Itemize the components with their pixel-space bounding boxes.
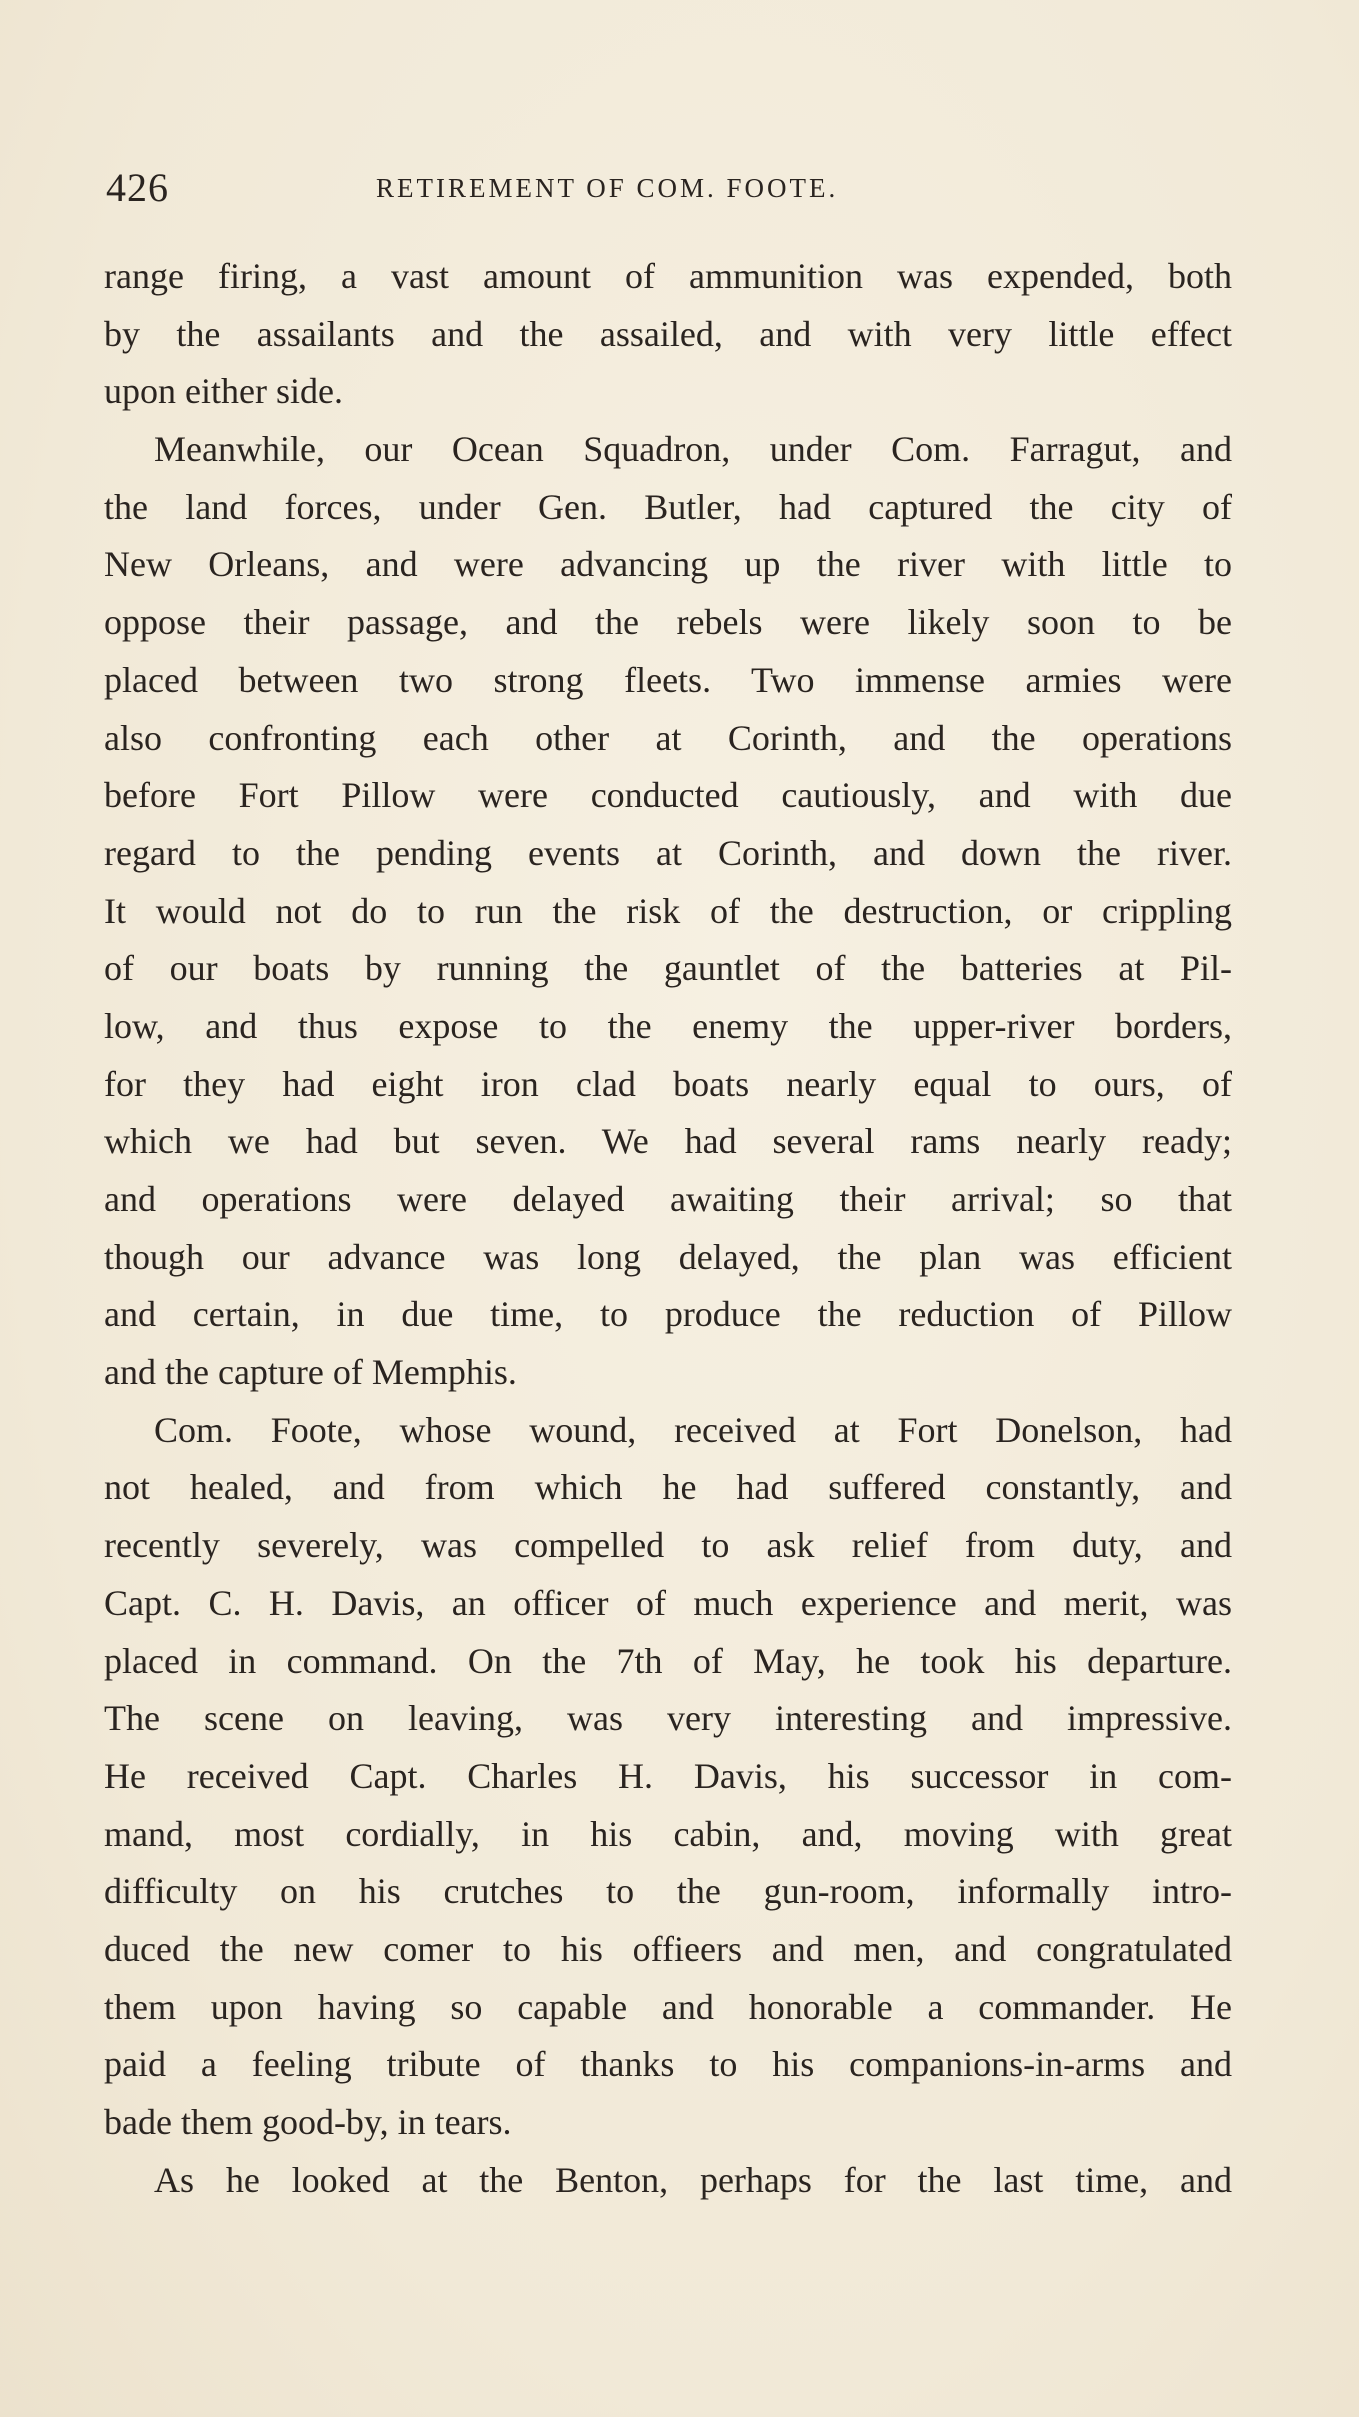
text-line: range firing, a vast amount of ammunition was expended, both bbox=[104, 256, 1232, 296]
text-line: low, and thus expose to the enemy the upper-river borders, bbox=[104, 1005, 1232, 1046]
text-line: though our advance was long delayed, the plan was efficient bbox=[104, 1236, 1232, 1277]
text-line: the land forces, under Gen. Butler, had captured the city of bbox=[104, 486, 1232, 527]
text-line: paid a feeling tribute of thanks to his companions-in-arms and bbox=[104, 2044, 1232, 2085]
text-line: by the assailants and the assailed, and with very little effect bbox=[104, 313, 1232, 354]
text-line: regard to the pending events at Corinth, and down the river. bbox=[104, 832, 1232, 873]
text-line: before Fort Pillow were conducted cautiously, and with due bbox=[104, 775, 1232, 816]
text-line: placed between two strong fleets. Two immense armies were bbox=[104, 659, 1232, 700]
text-line: placed in command. On the 7th of May, he took his departure. bbox=[104, 1640, 1232, 1681]
text-line: As he looked at the Benton, perhaps for the last time, and bbox=[154, 2159, 1232, 2200]
text-line: not healed, and from which he had suffered constantly, and bbox=[104, 1467, 1232, 1508]
text-line: duced the new comer to his offieers and men, and congratulated bbox=[104, 1928, 1232, 1969]
text-line: upon either side. bbox=[104, 371, 343, 412]
text-line: mand, most cordially, in his cabin, and, moving with great bbox=[104, 1813, 1232, 1854]
text-line: and certain, in due time, to produce the reduction of Pillow bbox=[104, 1294, 1232, 1335]
text-line: difficulty on his crutches to the gun-room, informally intro- bbox=[104, 1871, 1232, 1912]
text-line: them upon having so capable and honorable a commander. He bbox=[104, 1986, 1232, 2027]
text-line: The scene on leaving, was very interesting and impressive. bbox=[104, 1698, 1232, 1739]
text-line: Com. Foote, whose wound, received at Fort Donelson, had bbox=[154, 1409, 1232, 1450]
text-line: It would not do to run the risk of the destruction, or crippling bbox=[104, 890, 1232, 931]
text-line: also confronting each other at Corinth, and the operations bbox=[104, 717, 1232, 758]
text-line: recently severely, was compelled to ask relief from duty, and bbox=[104, 1525, 1232, 1566]
text-line: bade them good-by, in tears. bbox=[104, 2102, 512, 2142]
text-line: and the capture of Memphis. bbox=[104, 1352, 517, 1393]
text-line: and operations were delayed awaiting their arrival; so that bbox=[104, 1179, 1232, 1219]
page-header bbox=[106, 158, 1231, 218]
text-line: oppose their passage, and the rebels were likely soon to be bbox=[104, 602, 1232, 643]
running-head: RETIREMENT OF COM. FOOTE. bbox=[376, 173, 839, 203]
page-number: 426 bbox=[106, 165, 169, 210]
text-line: Meanwhile, our Ocean Squadron, under Com. Farragut, and bbox=[154, 429, 1232, 470]
text-line: which we had but seven. We had several rams nearly ready; bbox=[104, 1121, 1232, 1162]
text-line: for they had eight iron clad boats nearly equal to ours, of bbox=[104, 1063, 1232, 1104]
text-line: New Orleans, and were advancing up the river with little to bbox=[104, 544, 1232, 585]
text-line: He received Capt. Charles H. Davis, his successor in com- bbox=[104, 1755, 1232, 1796]
text-line: of our boats by running the gauntlet of the batteries at Pil- bbox=[104, 948, 1232, 989]
body-text bbox=[104, 248, 1232, 2209]
text-line: Capt. C. H. Davis, an officer of much experience and merit, was bbox=[104, 1582, 1232, 1623]
